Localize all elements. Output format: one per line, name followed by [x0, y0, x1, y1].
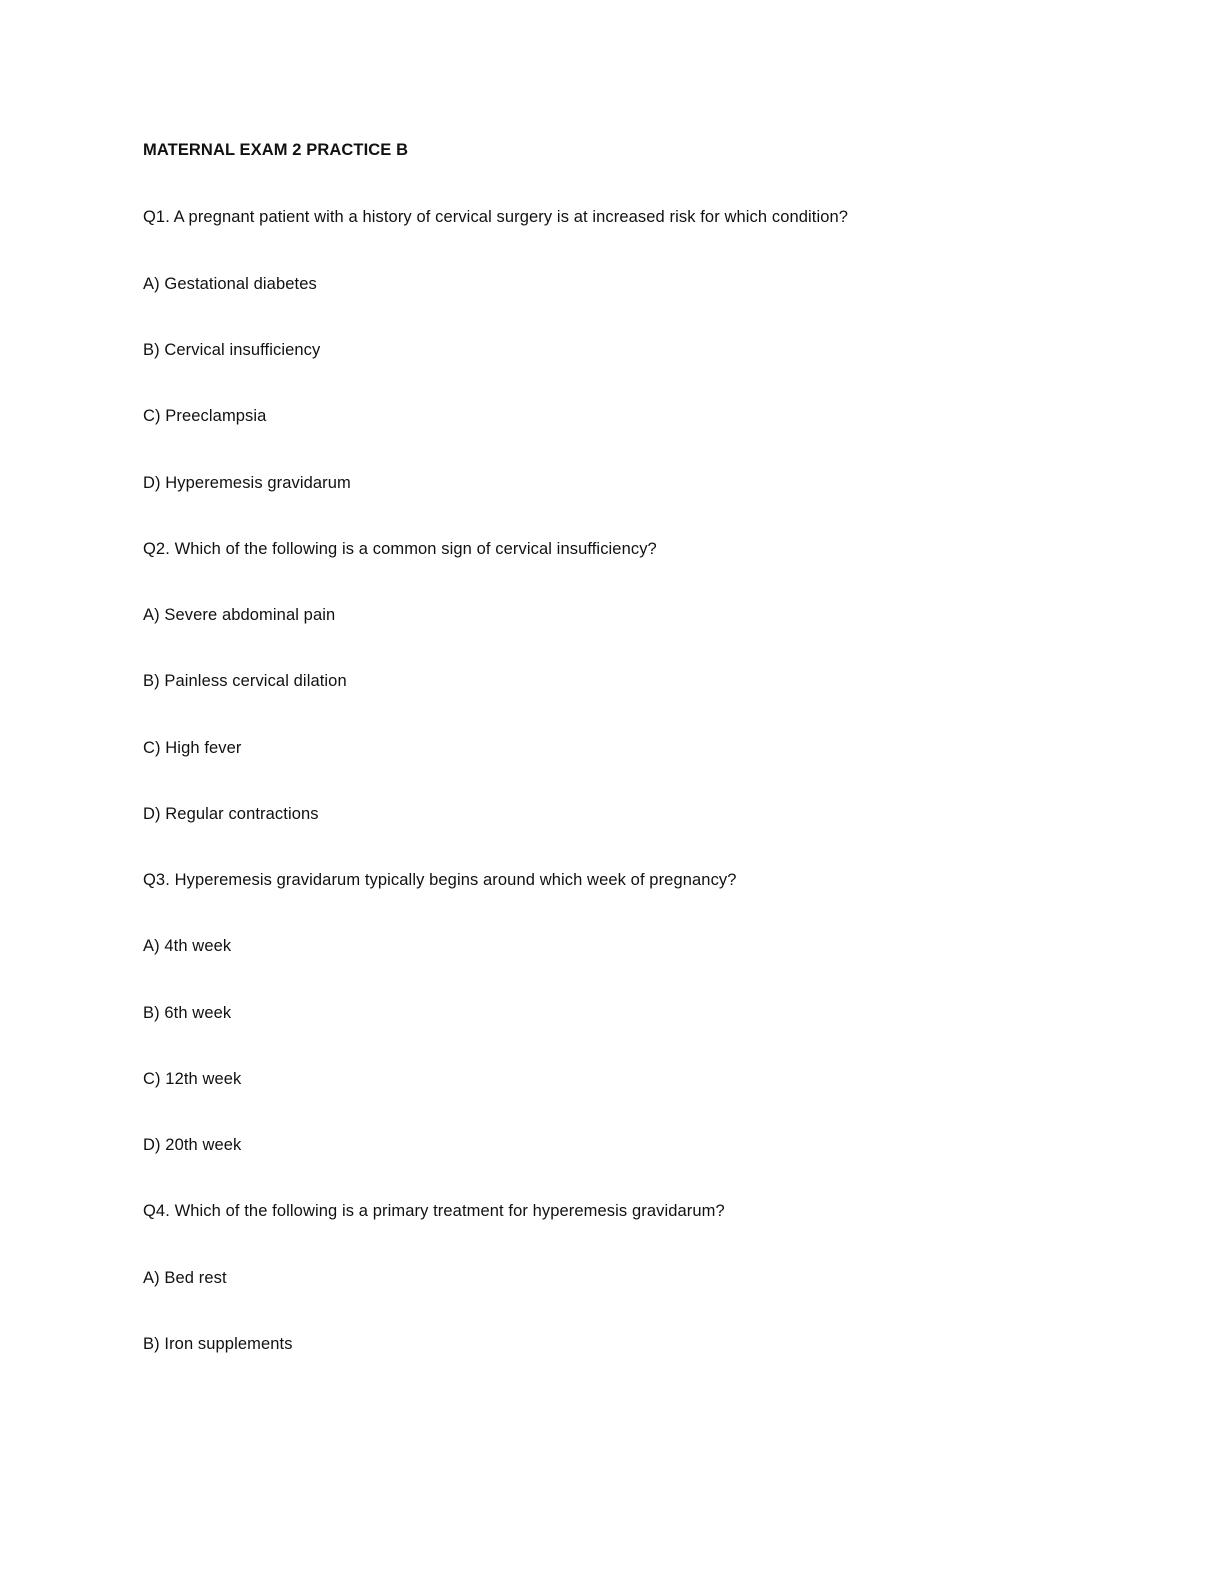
answer-option: A) Gestational diabetes [143, 274, 317, 293]
answer-option: A) Severe abdominal pain [143, 606, 336, 625]
answer-option: A) 4th week [143, 937, 232, 956]
answer-option: D) Regular contractions [143, 804, 319, 823]
answer-option: D) 20th week [143, 1136, 242, 1155]
page-title: MATERNAL EXAM 2 PRACTICE B [143, 141, 409, 159]
answer-option: B) Iron supplements [143, 1334, 293, 1353]
question-text: Q1. A pregnant patient with a history of cervical surgery is at increased risk for which condition? [143, 208, 849, 227]
question-text: Q4. Which of the following is a primary treatment for hyperemesis gravidarum? [143, 1202, 725, 1221]
answer-option: C) 12th week [143, 1069, 242, 1088]
answer-option: C) High fever [143, 738, 242, 757]
answer-option: D) Hyperemesis gravidarum [143, 473, 351, 492]
answer-option: A) Bed rest [143, 1268, 227, 1287]
answer-option: B) Cervical insufficiency [143, 340, 321, 359]
answer-option: C) Preeclampsia [143, 407, 267, 426]
answer-option: B) Painless cervical dilation [143, 672, 347, 691]
question-text: Q2. Which of the following is a common sign of cervical insufficiency? [143, 539, 657, 558]
answer-option: B) 6th week [143, 1003, 232, 1022]
question-text: Q3. Hyperemesis gravidarum typically begins around which week of pregnancy? [143, 871, 737, 890]
